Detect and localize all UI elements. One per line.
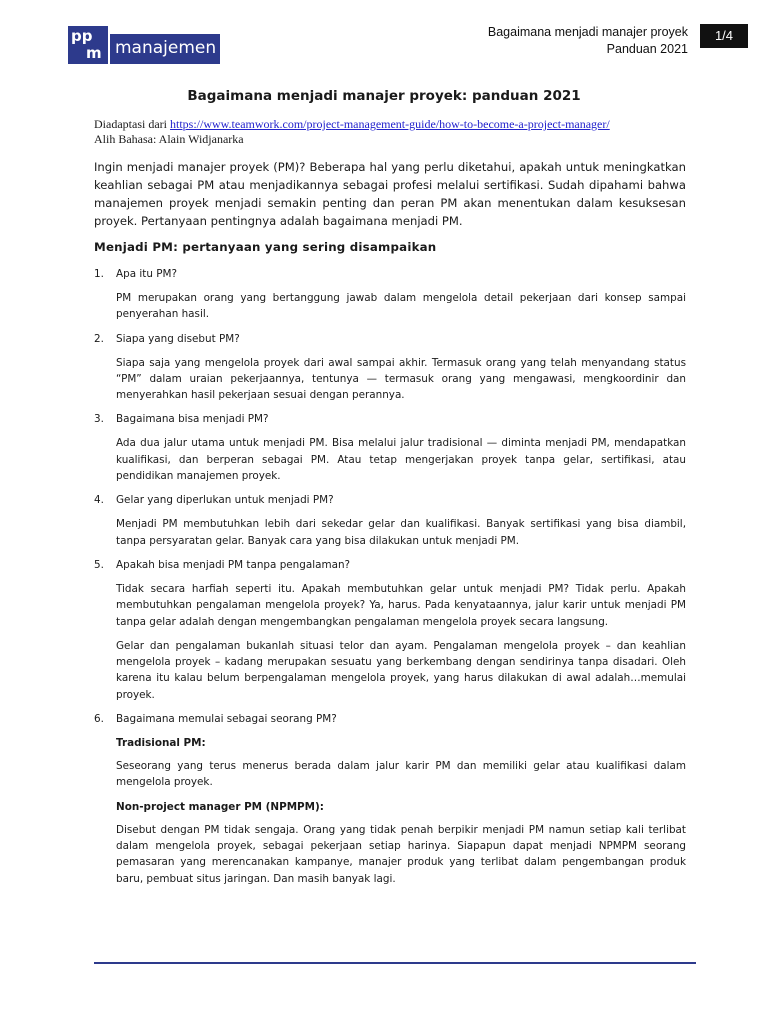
faq-question-3 bbox=[94, 411, 686, 427]
logo bbox=[68, 26, 220, 64]
faq-question-text-3: Bagaimana bisa menjadi PM? bbox=[116, 413, 269, 426]
faq-question-4 bbox=[94, 492, 686, 508]
subheading-npmpm: Non-project manager PM (NPMPM): bbox=[116, 800, 324, 813]
npmpm-text: Disebut dengan PM tidak sengaja. Orang yang tidak penah berpikir menjadi PM namun setiap kali terlibat dalam mengelola proyek, sebagai pekerjaan setiap harinya. Siapapun dapat menjadi NPMPM seorang pemasaran yang merencanakan kampanye, manajer produk yang terlibat dalam pengembangan produk baru, pembuat situs jaringan. Dan masih banyak lagi. bbox=[116, 823, 686, 885]
faq-answer-3: Ada dua jalur utama untuk menjadi PM. Bisa melalui jalur tradisional — diminta menjadi PM, mendapatkan kualifikasi, dan berperan sebagai PM. Atau tetap mengerjakan proyek tanpa gelar, sertifikasi, atau pendidikan manajemen proyek. bbox=[116, 437, 686, 483]
faq-answer-5a: Tidak secara harfiah seperti itu. Apakah membutuhkan gelar untuk menjadi PM? Tidak perlu. Apakah membutuhkan pengalaman mengelola proyek? Ya, harus. Pada kenyataannya, jalur karir untuk menjadi PM tanpa gelar adalah dengan mengembangkan pengalaman mengelola proyek secara langsung. bbox=[116, 582, 686, 628]
faq-question-1 bbox=[94, 266, 686, 282]
faq-question-text-5: Apakah bisa menjadi PM tanpa pengalaman? bbox=[116, 558, 351, 571]
faq-number-5: 5. bbox=[94, 558, 104, 571]
faq-answer-1: PM merupakan orang yang bertanggung jawab dalam mengelola detail pekerjaan dari konsep sampai penyerahan hasil. bbox=[116, 292, 686, 321]
header-title bbox=[488, 24, 688, 58]
intro-paragraph: Ingin menjadi manajer proyek (PM)? Beberapa hal yang perlu diketahui, apakah untuk meningkatkan keahlian sebagai PM atau menjadikannya sebagai profesi melalui sertifikasi. Sudah dipahami bahwa manajemen proyek menjadi semakin penting dan peran PM akan menentukan dalam kesuksesan proyek. Pertanyaan pentingnya adalah bagaimana menjadi PM. bbox=[94, 160, 686, 228]
faq-number-6: 6. bbox=[94, 713, 104, 726]
subheading-traditional-pm: Tradisional PM: bbox=[116, 737, 206, 750]
logo-wordmark: manajemen bbox=[110, 34, 220, 64]
faq-question-6 bbox=[94, 711, 686, 727]
faq-question-text-6: Bagaimana memulai sebagai seorang PM? bbox=[116, 713, 337, 726]
document-title: Bagaimana menjadi manajer proyek: panduan 2021 bbox=[187, 88, 581, 104]
logo-mark bbox=[68, 26, 108, 64]
section-heading: Menjadi PM: pertanyaan yang sering disampaikan bbox=[94, 240, 437, 254]
adapted-label: Diadaptasi dari bbox=[94, 117, 170, 131]
faq-question-2 bbox=[94, 331, 686, 347]
faq-answer-2: Siapa saja yang mengelola proyek dari awal sampai akhir. Termasuk orang yang telah menyandang status “PM” dalam uraian pekerjaannya, tentunya — termasuk orang yang mengawasi, mengkoordinir dan menyerahkan hasil pekerjaan sesuai dengan perannya. bbox=[116, 356, 686, 402]
faq-question-text-1: Apa itu PM? bbox=[116, 268, 177, 280]
logo-mark-line2: m bbox=[86, 44, 102, 62]
traditional-pm-text: Seseorang yang terus menerus berada dalam jalur karir PM dan memiliki gelar atau kualifikasi dalam mengelola proyek. bbox=[116, 760, 686, 789]
header-title-line2: Panduan 2021 bbox=[606, 42, 688, 56]
faq-answer-5b: Gelar dan pengalaman bukanlah situasi telor dan ayam. Pengalaman mengelola proyek – dan keahlian mengelola proyek – kadang merupakan sesuatu yang berkembang dengan sendirinya tanpa disadari. Oleh karena itu kalau belum berpengalaman mengelola proyek, yang harus dilakukan di awal adalah…memulai proyek. bbox=[116, 639, 686, 701]
faq-question-text-2: Siapa yang disebut PM? bbox=[116, 332, 240, 345]
source-link[interactable]: https://www.teamwork.com/project-management-guide/how-to-become-a-project-manager/ bbox=[169, 117, 610, 131]
header-title-line1: Bagaimana menjadi manajer proyek bbox=[487, 25, 688, 39]
faq-question-text-4: Gelar yang diperlukan untuk menjadi PM? bbox=[116, 494, 334, 507]
faq-number-4: 4. bbox=[94, 494, 104, 507]
document-body bbox=[94, 158, 686, 895]
faq-number-2: 2. bbox=[94, 332, 104, 345]
translator: Alih Bahasa: Alain Widjanarka bbox=[94, 132, 244, 146]
source-info bbox=[94, 117, 610, 147]
logo-mark-line1: pp bbox=[71, 27, 93, 45]
faq-question-5 bbox=[94, 557, 686, 573]
footer-divider bbox=[94, 962, 696, 964]
faq-number-3: 3. bbox=[94, 413, 104, 426]
faq-answer-4: Menjadi PM membutuhkan lebih dari sekedar gelar dan kualifikasi. Banyak sertifikasi yang bisa diambil, tanpa persyaratan gelar. Banyak cara yang bisa dilakukan untuk menjadi PM. bbox=[116, 518, 686, 547]
page-number: 1/4 bbox=[700, 24, 748, 48]
faq-number-1: 1. bbox=[94, 268, 104, 280]
